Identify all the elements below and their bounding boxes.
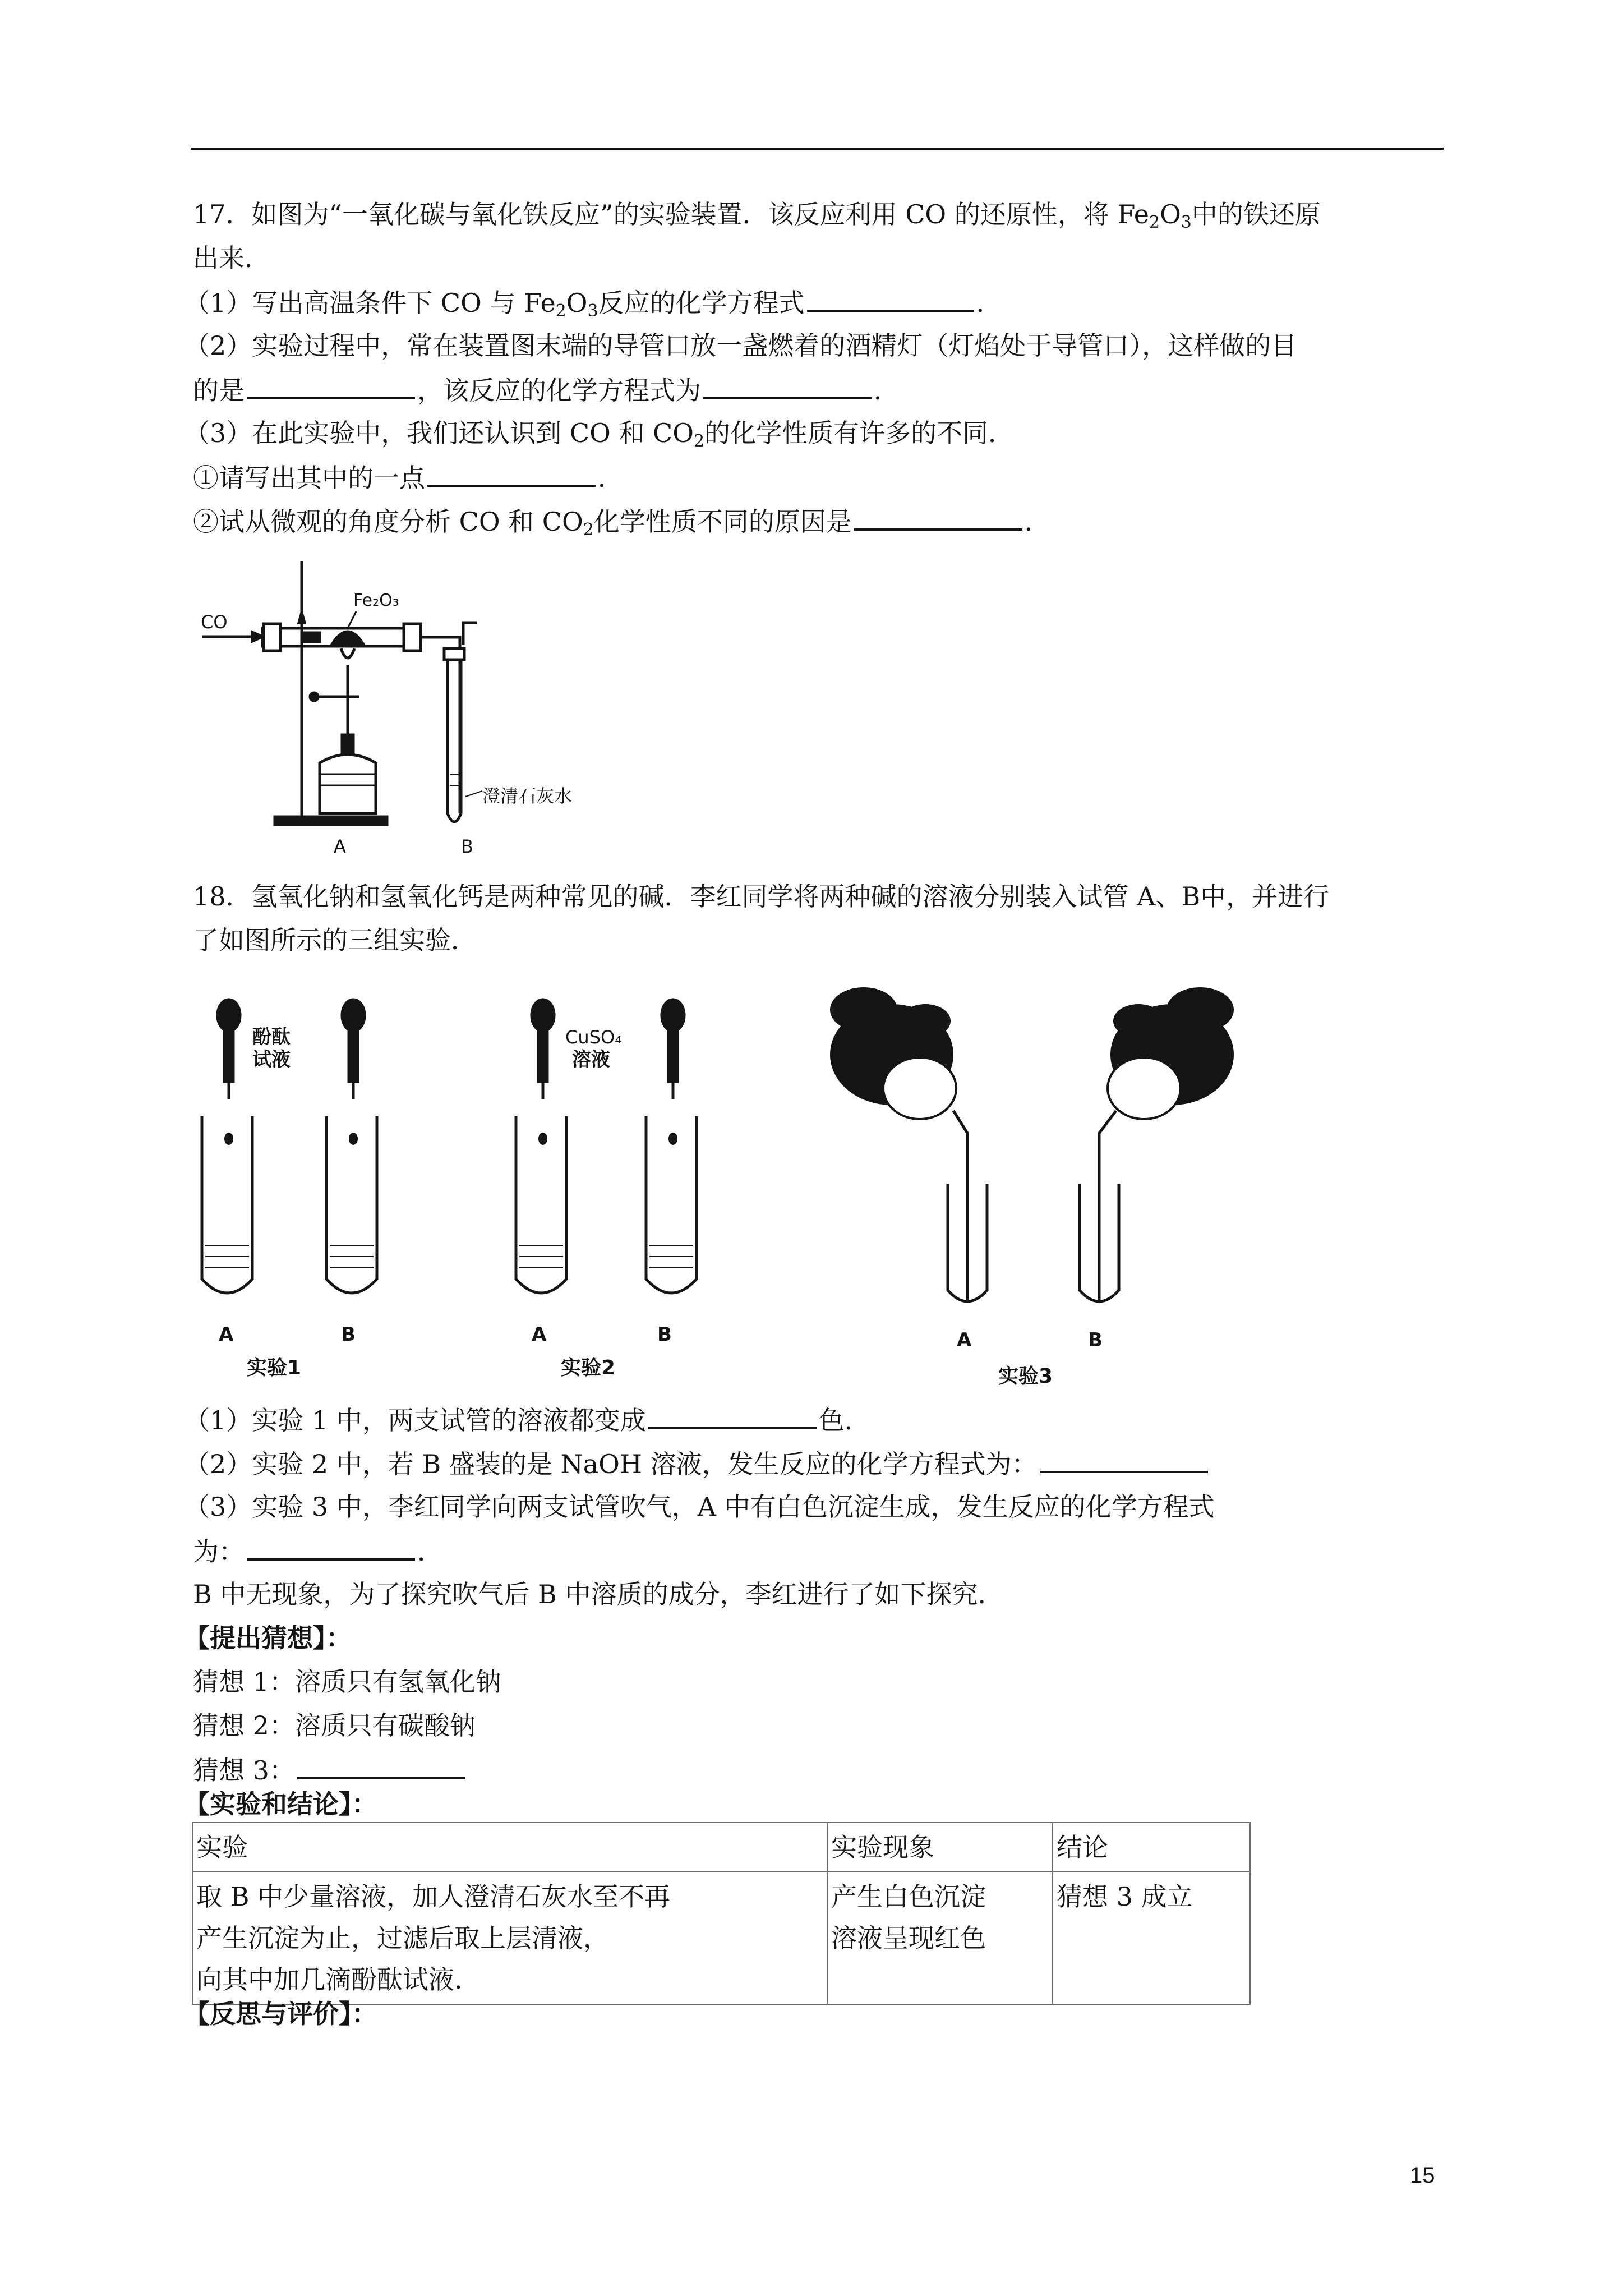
q17-part1: （1）写出高温条件下 CO 与 $Fe_2O_3$反应的化学方程式 ．	[184, 285, 1002, 320]
reagent1-label-line1: 酚酞	[252, 1026, 291, 1048]
answer-blank[interactable]	[1040, 1446, 1208, 1473]
table-header-cell: 结论	[1053, 1823, 1250, 1872]
exp2-caption: 实验2	[561, 1356, 616, 1379]
fe2o3-label: Fe₂O₃	[353, 591, 399, 610]
exp3-b-label: B	[1088, 1329, 1103, 1351]
q18-part1: （1）实验 1 中，两支试管的溶液都变成 色．	[184, 1402, 870, 1437]
answer-blank[interactable]	[703, 372, 872, 399]
apparatus-a-label: A	[334, 836, 346, 857]
reagent2-label-line2: 溶液	[572, 1048, 610, 1071]
answer-blank[interactable]	[247, 1534, 415, 1561]
reagent1-label-line2: 试液	[252, 1048, 291, 1071]
table-cell-experiment: 取 B 中少量溶液，加人澄清石灰水至不再 产生沉淀为止，过滤后取上层清液， 向其中加几滴酚酞试液．	[192, 1872, 827, 2004]
guess-2: 猜想 2：溶质只有碳酸钠	[193, 1710, 476, 1741]
q18-b-no-phenomenon: B 中无现象，为了探究吹气后 B 中溶质的成分，李红进行了如下探究．	[193, 1579, 1004, 1609]
q18-part3-line2: 为： ．	[193, 1534, 443, 1568]
table-cell-conclusion: 猜想 3 成立	[1053, 1872, 1250, 2004]
header-rule	[191, 148, 1444, 150]
answer-blank[interactable]	[854, 504, 1022, 531]
exp3-a-label: A	[957, 1329, 972, 1351]
exp2-a-label: A	[532, 1323, 547, 1346]
table-cell-phenomenon: 产生白色沉淀 溶液呈现红色	[827, 1872, 1053, 2004]
table-header-cell: 实验	[192, 1823, 827, 1872]
apparatus-b-label: B	[461, 836, 473, 857]
co-fe2o3-apparatus-figure	[191, 550, 639, 864]
guess-1: 猜想 1：溶质只有氢氧化钠	[193, 1667, 501, 1697]
reagent2-label-line1: CuSO₄	[565, 1027, 622, 1048]
three-experiments-figure	[191, 976, 1256, 1402]
q17-part3-item1: ①请写出其中的一点 ．	[193, 460, 624, 495]
table-row	[192, 1872, 1250, 2004]
q18-part3-line1: （3）实验 3 中，李红同学向两支试管吹气，A 中有白色沉淀生成，发生反应的化学方程式	[184, 1492, 1215, 1522]
exp3-caption: 实验3	[998, 1365, 1053, 1388]
q17-part3: （3）在此实验中，我们还认识到 CO 和 $CO_2$的化学性质有许多的不同．	[184, 418, 1015, 451]
q17-part2-line2: 的是 ，该反应的化学方程式为 ．	[193, 372, 900, 407]
exp1-b-label: B	[341, 1323, 356, 1346]
q17-part3-item2: ②试从微观的角度分析 CO 和 $CO_2$化学性质不同的原因是 ．	[193, 504, 1050, 539]
guess-3: 猜想 3：	[193, 1752, 468, 1787]
reflection-section-title: 【反思与评价】：	[184, 1999, 377, 2029]
exp1-a-label: A	[219, 1323, 234, 1346]
q17-part2-line1: （2）实验过程中，常在装置图末端的导管口放一盏燃着的酒精灯（灯焰处于导管口），这样做的目	[184, 330, 1297, 361]
q18-stem-line2: 了如图所示的三组实验．	[193, 925, 477, 955]
conclusion-section-title: 【实验和结论】：	[184, 1789, 377, 1819]
answer-blank[interactable]	[807, 285, 974, 312]
answer-blank[interactable]	[648, 1402, 817, 1429]
experiment-table	[192, 1822, 1251, 2005]
q18-part2: （2）实验 2 中，若 B 盛装的是 NaOH 溶液，发生反应的化学方程式为：	[184, 1446, 1210, 1481]
answer-blank[interactable]	[247, 372, 415, 399]
co-label: CO	[201, 611, 228, 633]
q18-stem-line1: 18．氢氧化钠和氢氧化钙是两种常见的碱．李红同学将两种碱的溶液分别装入试管 A、B中，并进行	[193, 881, 1330, 912]
q17-stem-line2: 出来．	[193, 243, 270, 273]
answer-blank[interactable]	[427, 460, 596, 487]
q17-stem-line1: 17．如图为“一氧化碳与氧化铁反应”的实验装置．该反应利用 CO 的还原性，将 $Fe_2O_3$中的铁还原	[193, 199, 1321, 232]
answer-blank[interactable]	[297, 1752, 465, 1779]
table-header-row	[192, 1823, 1250, 1872]
guess-section-title: 【提出猜想】：	[184, 1623, 352, 1653]
table-header-cell: 实验现象	[827, 1823, 1053, 1872]
exp2-b-label: B	[657, 1323, 672, 1346]
limewater-label: 澄清石灰水	[482, 785, 573, 807]
exp1-caption: 实验1	[247, 1356, 302, 1379]
page-number: 15	[1410, 2163, 1435, 2188]
